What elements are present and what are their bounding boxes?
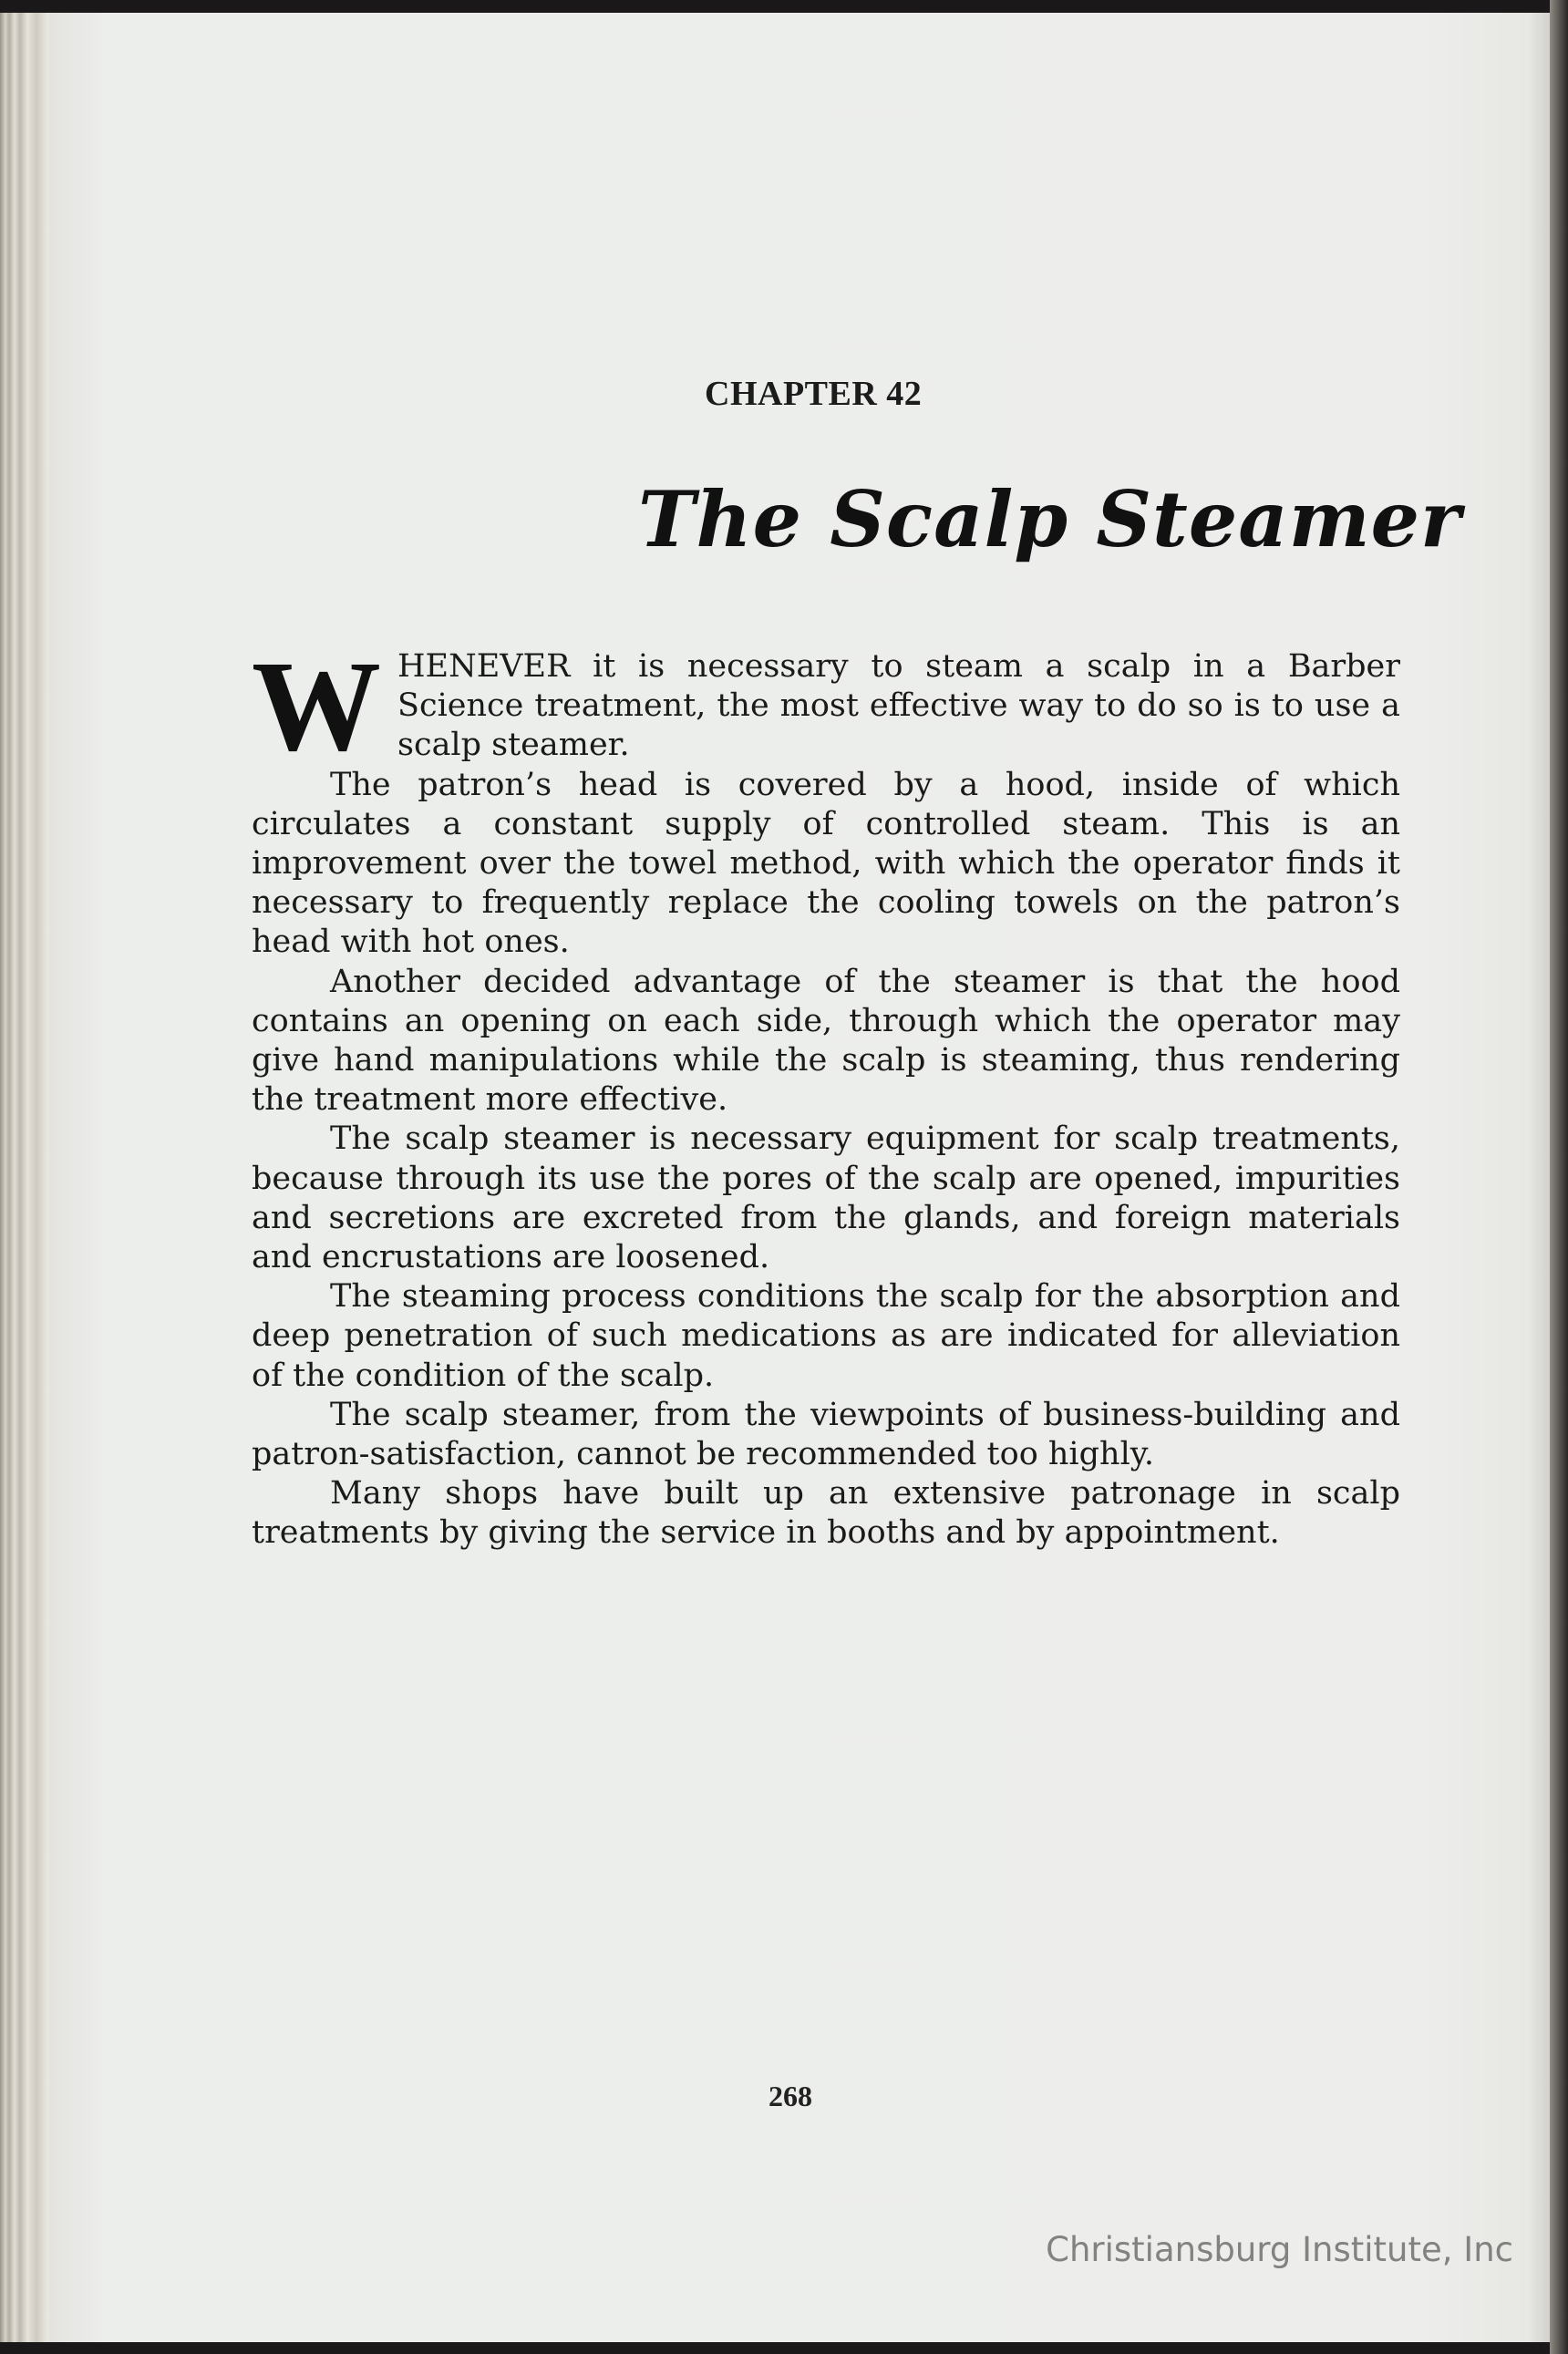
paragraph xyxy=(252,634,1400,778)
paragraph: The patron’s head is covered by a hood, inside of which circulates a constant supply of controlled steam. This is an improvement over the towel method, with which the operator finds it necessary to frequently replace the cooling towels on the patron’s head with hot ones. xyxy=(252,766,1400,961)
chapter-label: CHAPTER 42 xyxy=(705,375,923,413)
chapter-body xyxy=(252,634,1400,1554)
chapter-title: The Scalp Steamer xyxy=(638,474,1462,564)
watermark: Christiansburg Institute, Inc xyxy=(1046,2230,1513,2269)
drop-cap: W xyxy=(252,634,381,778)
page-number: 268 xyxy=(769,2080,812,2112)
paragraph-text: HENEVER it is necessary to steam a scalp in a Barber Science treatment, the most effective way to do so is to use a scalp steamer. xyxy=(397,648,1400,764)
paragraph: Many shops have built up an extensive patronage in scalp treatments by giving the service in booths and by appointment. xyxy=(252,1475,1400,1552)
paragraph: The steaming process conditions the scalp for the absorption and deep penetration of such medications as are indicated for alleviation of the condition of the scalp. xyxy=(252,1278,1400,1394)
book-binding-edge xyxy=(1550,0,1568,2354)
book-page-edges xyxy=(0,13,57,2342)
paragraph: Another decided advantage of the steamer is that the hood contains an opening on each side, through which the operator may give hand manipulations while the scalp is steaming, thus rendering the treatment more effective. xyxy=(252,963,1400,1119)
paragraph: The scalp steamer is necessary equipment for scalp treatments, because through its use the pores of the scalp are opened, impurities and secretions are excreted from the glands, and foreign materials and encrustations are loosened. xyxy=(252,1120,1400,1276)
paragraph: The scalp steamer, from the viewpoints of business-building and patron-satisfaction, cannot be recommended too highly. xyxy=(252,1396,1400,1473)
